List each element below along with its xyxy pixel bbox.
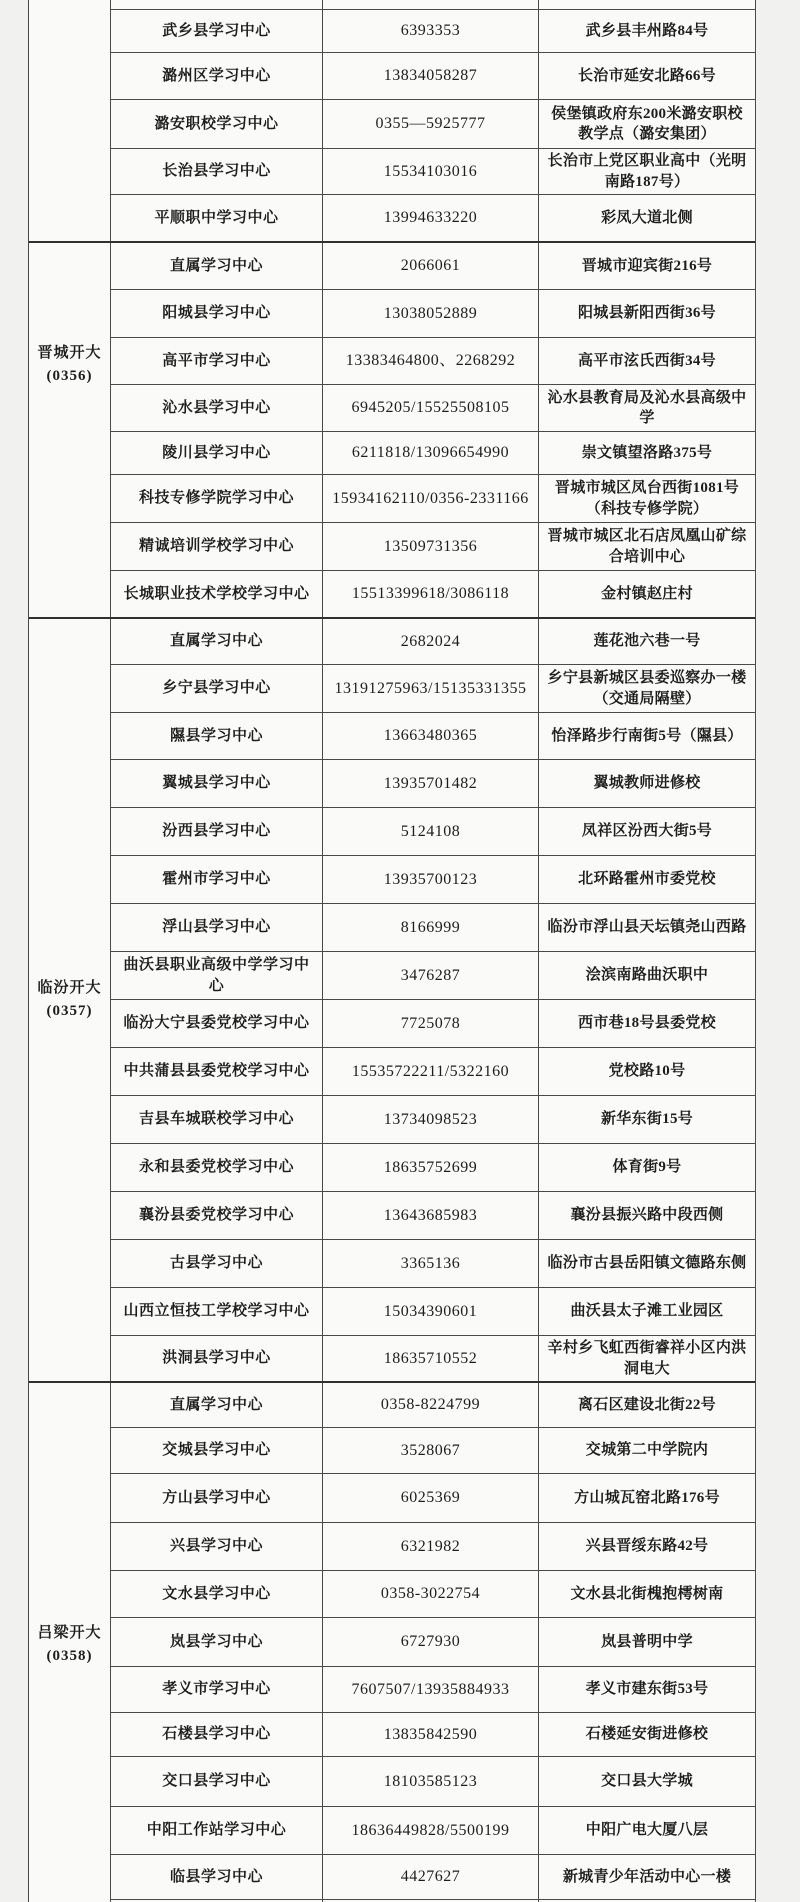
region-name: 临汾开大 [37,979,102,996]
center-name-cell: 中阳工作站学习中心 [111,1807,323,1854]
center-name-cell: 曲沃县职业高级中学学习中心 [111,952,323,999]
phone-cell: 7607507/13935884933 [323,1667,539,1712]
center-name-cell: 中共蒲县县委党校学习中心 [111,1048,323,1095]
center-name-cell: 沁水县学习中心 [111,385,323,431]
table-row [111,1428,755,1474]
table-row [111,338,755,385]
table-row [111,856,755,904]
phone-cell: 6211818/13096654990 [323,432,539,474]
region-code: (0358) [46,1648,93,1664]
address-cell: 翼城教师进修校 [539,760,755,807]
address-cell: 浍滨南路曲沃职中 [539,952,755,999]
table-row [111,290,755,338]
center-name-cell: 科技专修学院学习中心 [111,475,323,522]
address-cell: 长治市延安北路66号 [539,53,755,99]
address-cell: 凤祥区汾西大街5号 [539,808,755,855]
phone-cell: 3476287 [323,952,539,999]
address-cell: 孝义市建东街53号 [539,1667,755,1712]
address-cell: 侯堡镇政府东200米潞安职校教学点（潞安集团） [539,100,755,148]
address-cell: 怡泽路步行南街5号（隰县） [539,713,755,759]
phone-cell: 6727930 [323,1618,539,1666]
center-name-cell: 直属学习中心 [111,243,323,289]
address-cell: 离石区建设北街22号 [539,1383,755,1427]
phone-cell: 15534103016 [323,149,539,194]
phone-cell: 13509731356 [323,523,539,570]
center-name-cell: 山西立恒技工学校学习中心 [111,1288,323,1335]
address-cell: 兴县晋绥东路42号 [539,1523,755,1570]
phone-cell: 5124108 [323,808,539,855]
learning-centers-table [28,0,756,1902]
table-row [111,243,755,290]
phone-cell: 0355—5925777 [323,100,539,148]
phone-cell: 6321982 [323,1523,539,1570]
center-name-cell: 洪洞县学习中心 [111,1336,323,1381]
phone-cell: 7725078 [323,1000,539,1047]
phone-cell: 13038052889 [323,290,539,337]
center-name-cell: 潞州区学习中心 [111,53,323,99]
center-name-cell: 武乡县学习中心 [111,10,323,52]
address-cell: 中阳广电大厦八层 [539,1807,755,1854]
phone-cell: 13191275963/15135331355 [323,665,539,712]
region-name: 吕梁开大 [37,1624,102,1641]
center-name-cell: 石楼县学习中心 [111,1713,323,1756]
table-row [111,149,755,195]
address-cell: 长治市上党区职业高中（光明南路187号） [539,149,755,194]
address-cell: 临汾市古县岳阳镇文德路东侧 [539,1240,755,1287]
table-row [111,1757,755,1807]
phone-cell: 13994633220 [323,195,539,241]
table-row [111,1618,755,1667]
center-name-cell: 汾西县学习中心 [111,808,323,855]
table-row [111,1667,755,1713]
center-name-cell: 吉县车城联校学习中心 [111,1096,323,1143]
center-name-cell: 乡宁县学习中心 [111,665,323,712]
center-name-cell: 翼城县学习中心 [111,760,323,807]
table-row [111,1048,755,1096]
center-name-cell: 长城职业技术学校学习中心 [111,571,323,617]
phone-cell: 8166999 [323,904,539,951]
phone-cell: 15535722211/5322160 [323,1048,539,1095]
table-row [111,1523,755,1571]
phone-cell: 13935700123 [323,856,539,903]
table-row [111,385,755,432]
address-cell: 晋城市迎宾街216号 [539,243,755,289]
phone-cell [323,0,539,9]
phone-cell: 15934162110/0356-2331166 [323,475,539,522]
table-row [111,10,755,53]
table-row [111,1096,755,1144]
address-cell: 党校路10号 [539,1048,755,1095]
region-code: (0356) [46,368,93,384]
address-cell: 金村镇赵庄村 [539,571,755,617]
region-cell [29,1383,111,1902]
phone-cell: 13834058287 [323,53,539,99]
phone-cell: 18103585123 [323,1757,539,1806]
address-cell: 崇文镇望洛路375号 [539,432,755,474]
address-cell: 方山城瓦窑北路176号 [539,1474,755,1522]
table-row [111,1000,755,1048]
phone-cell: 2682024 [323,619,539,664]
address-cell: 彩凤大道北侧 [539,195,755,241]
table-row [111,1807,755,1855]
region-name: 晋城开大 [37,344,102,361]
address-cell: 曲沃县太子滩工业园区 [539,1288,755,1335]
table-row [111,1192,755,1240]
address-cell: 石楼延安街进修校 [539,1713,755,1756]
center-name-cell: 临县学习中心 [111,1855,323,1899]
phone-cell: 6025369 [323,1474,539,1522]
table-row [111,475,755,523]
table-row [111,1474,755,1523]
phone-cell: 15513399618/3086118 [323,571,539,617]
table-row [111,1240,755,1288]
table-row [111,760,755,808]
center-name-cell: 浮山县学习中心 [111,904,323,951]
region-cell [29,0,111,241]
address-cell: 交城第二中学院内 [539,1428,755,1473]
center-name-cell: 兴县学习中心 [111,1523,323,1570]
phone-cell: 2066061 [323,243,539,289]
table-row [111,523,755,571]
address-cell: 晋城市城区北石店凤凰山矿综合培训中心 [539,523,755,570]
region-cell [29,243,111,617]
table-row [111,1855,755,1900]
table-row [111,195,755,241]
phone-cell: 13734098523 [323,1096,539,1143]
center-name-cell: 阳城县学习中心 [111,290,323,337]
center-name-cell: 交口县学习中心 [111,1757,323,1806]
phone-cell: 18635710552 [323,1336,539,1381]
address-cell: 阳城县新阳西街36号 [539,290,755,337]
center-name-cell: 文水县学习中心 [111,1571,323,1617]
address-cell: 晋城市城区凤台西街1081号（科技专修学院） [539,475,755,522]
phone-cell: 6945205/15525508105 [323,385,539,431]
table-row [111,1336,755,1381]
center-name-cell: 潞安职校学习中心 [111,100,323,148]
table-row [111,904,755,952]
phone-cell: 15034390601 [323,1288,539,1335]
address-cell: 文水县北街槐抱樗树南 [539,1571,755,1617]
center-name-cell: 方山县学习中心 [111,1474,323,1522]
phone-cell: 13935701482 [323,760,539,807]
center-name-cell: 永和县委党校学习中心 [111,1144,323,1191]
address-cell: 交口县大学城 [539,1757,755,1806]
region-section [29,1383,755,1902]
table-row [111,100,755,149]
region-section [29,619,755,1383]
center-name-cell [111,0,323,9]
phone-cell: 13663480365 [323,713,539,759]
center-name-cell: 平顺职中学习中心 [111,195,323,241]
address-cell: 襄汾县振兴路中段西侧 [539,1192,755,1239]
phone-cell: 18636449828/5500199 [323,1807,539,1854]
center-name-cell: 孝义市学习中心 [111,1667,323,1712]
region-code: (0357) [46,1003,93,1019]
table-row [111,1713,755,1757]
phone-cell: 0358-3022754 [323,1571,539,1617]
phone-cell: 0358-8224799 [323,1383,539,1427]
phone-cell: 3365136 [323,1240,539,1287]
region-section [29,243,755,619]
center-name-cell: 精诚培训学校学习中心 [111,523,323,570]
center-name-cell: 古县学习中心 [111,1240,323,1287]
table-row [111,571,755,617]
center-name-cell: 岚县学习中心 [111,1618,323,1666]
phone-cell: 6393353 [323,10,539,52]
address-cell: 莲花池六巷一号 [539,619,755,664]
phone-cell: 18635752699 [323,1144,539,1191]
table-row [111,952,755,1000]
phone-cell: 13643685983 [323,1192,539,1239]
center-name-cell: 霍州市学习中心 [111,856,323,903]
center-name-cell: 长治县学习中心 [111,149,323,194]
address-cell: 新华东街15号 [539,1096,755,1143]
address-cell: 辛村乡飞虹西街睿祥小区内洪洞电大 [539,1336,755,1381]
table-row [111,0,755,10]
address-cell: 高平市泫氏西街34号 [539,338,755,384]
table-row [111,1571,755,1618]
center-name-cell: 临汾大宁县委党校学习中心 [111,1000,323,1047]
region-section [29,0,755,243]
center-name-cell: 陵川县学习中心 [111,432,323,474]
phone-cell: 13383464800、2268292 [323,338,539,384]
phone-cell: 4427627 [323,1855,539,1899]
table-row [111,1144,755,1192]
address-cell: 武乡县丰州路84号 [539,10,755,52]
table-row [111,619,755,665]
address-cell: 临汾市浮山县天坛镇尧山西路 [539,904,755,951]
table-row [111,1288,755,1336]
address-cell: 乡宁县新城区县委巡察办一楼（交通局隔壁） [539,665,755,712]
table-row [111,53,755,100]
address-cell: 北环路霍州市委党校 [539,856,755,903]
address-cell: 新城青少年活动中心一楼 [539,1855,755,1899]
address-cell [539,0,755,9]
table-row [111,432,755,475]
center-name-cell: 高平市学习中心 [111,338,323,384]
address-cell: 体育街9号 [539,1144,755,1191]
table-row [111,713,755,760]
table-row [111,665,755,713]
phone-cell: 13835842590 [323,1713,539,1756]
address-cell: 西市巷18号县委党校 [539,1000,755,1047]
region-cell [29,619,111,1381]
center-name-cell: 直属学习中心 [111,1383,323,1427]
phone-cell: 3528067 [323,1428,539,1473]
center-name-cell: 直属学习中心 [111,619,323,664]
table-row [111,808,755,856]
address-cell: 岚县普明中学 [539,1618,755,1666]
table-row [111,1383,755,1428]
center-name-cell: 交城县学习中心 [111,1428,323,1473]
center-name-cell: 隰县学习中心 [111,713,323,759]
center-name-cell: 襄汾县委党校学习中心 [111,1192,323,1239]
address-cell: 沁水县教育局及沁水县高级中学 [539,385,755,431]
